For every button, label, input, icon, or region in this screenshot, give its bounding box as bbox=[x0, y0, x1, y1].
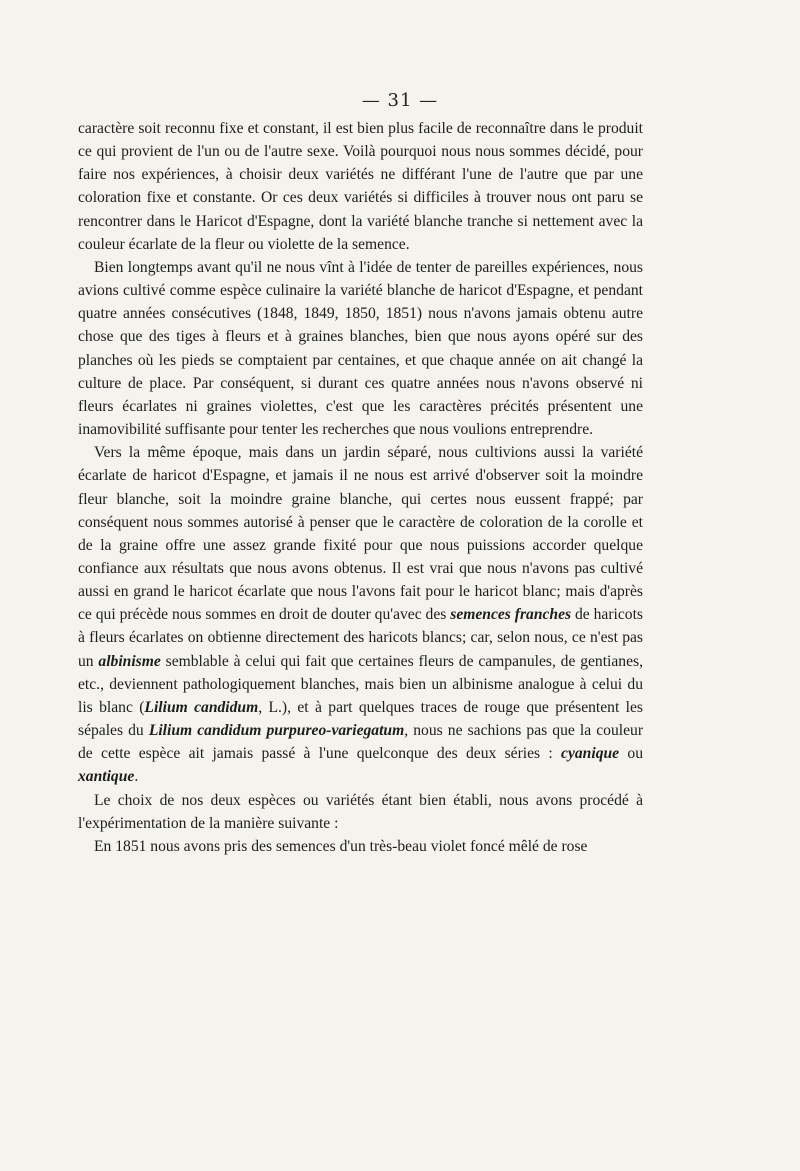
text-run: caractère soit reconnu fixe et constant, il est bien plus facile de reconnaître dans le produit ce qui provient de l'un ou de l'autre sexe. Voilà pourquoi nous nous sommes décidé, pour faire nos expériences, à choisir deux variétés ne différant l'une de l'autre que par une coloration fixe et constante. Or ces deux variétés si difficiles à trouver nous ont paru se rencontrer dans le Haricot d'Espagne, dont la variété blanche tranche si nettement avec la couleur écarlate de la fleur ou violette de la semence. bbox=[78, 120, 643, 253]
paragraph bbox=[78, 835, 643, 858]
italic-term: Lilium candidum bbox=[144, 698, 259, 716]
italic-term: albinisme bbox=[98, 652, 161, 670]
text-run: Le choix de nos deux espèces ou variétés étant bien établi, nous avons procédé à l'expérimentation de la manière suivante : bbox=[78, 791, 643, 832]
text-run: , L.), et à part quelques traces de rouge que présentent les sépales du bbox=[78, 698, 643, 740]
italic-term: xantique bbox=[78, 768, 135, 786]
text-run: semblable à celui qui fait que certaines fleurs de campanules, de gentianes, etc., deviennent pathologiquement blanches, mais bien un albinisme analogue à celui du lis blanc ( bbox=[78, 652, 643, 716]
page-number: — 31 — bbox=[361, 90, 439, 111]
paragraph bbox=[78, 256, 643, 441]
italic-term: semences franches bbox=[450, 606, 572, 624]
text-run: Bien longtemps avant qu'il ne nous vînt à l'idée de tenter de pareilles expériences, nous avions cultivé comme espèce culinaire la variété blanche de haricot d'Espagne, et pendant quatre années consécutives (1848, 1849, 1850, 1851) nous n'avons jamais obtenu autre chose que des tiges à fleurs et à graines blanches, bien que nous ayons opéré sur des planches où les pieds se comptaient par centaines, et que chaque année on ait changé la culture de place. Par conséquent, si durant ces quatre années nous n'avons observé ni fleurs écarlates ni graines violettes, c'est que les caractères précités présentent une inamovibilité suffisante pour tenter les recherches que nous voulions entreprendre. bbox=[78, 258, 643, 439]
text-run: de haricots à fleurs écarlates on obtienne directement des haricots blancs; car, selon nous, ce n'est pas un bbox=[78, 606, 643, 670]
paragraph bbox=[78, 789, 643, 835]
italic-term: cyanique bbox=[561, 745, 620, 763]
paragraph bbox=[78, 441, 643, 788]
text-run: En 1851 nous avons pris des semences d'un très-beau violet foncé mêlé de rose bbox=[94, 837, 588, 855]
text-run: . bbox=[134, 768, 139, 786]
text-run: , nous ne sachions pas que la couleur de cette espèce ait jamais passé à l'une quelconque des deux séries : bbox=[78, 722, 644, 763]
text-run: ou bbox=[619, 745, 643, 763]
body-text bbox=[78, 117, 643, 858]
paragraph bbox=[78, 117, 643, 256]
italic-term: Lilium candidum purpureo-variegatum bbox=[148, 722, 405, 740]
text-run: Vers la même époque, mais dans un jardin séparé, nous cultivions aussi la variété écarlate de haricot d'Espagne, et jamais il ne nous est arrivé d'observer soit la moindre fleur blanche, soit la moindre graine blanche, qui certes nous eussent frappé; par conséquent nous sommes autorisé à penser que le caractère de coloration de la corolle et de la graine offre une assez grande fixité pour que nous puissions accorder quelque confiance aux résultats que nous avons obtenus. Il est vrai que nous n'avons pas cultivé aussi en grand le haricot écarlate que nous l'avons fait pour le haricot blanc; mais d'après ce qui précède nous sommes en droit de douter qu'avec des bbox=[78, 444, 643, 624]
